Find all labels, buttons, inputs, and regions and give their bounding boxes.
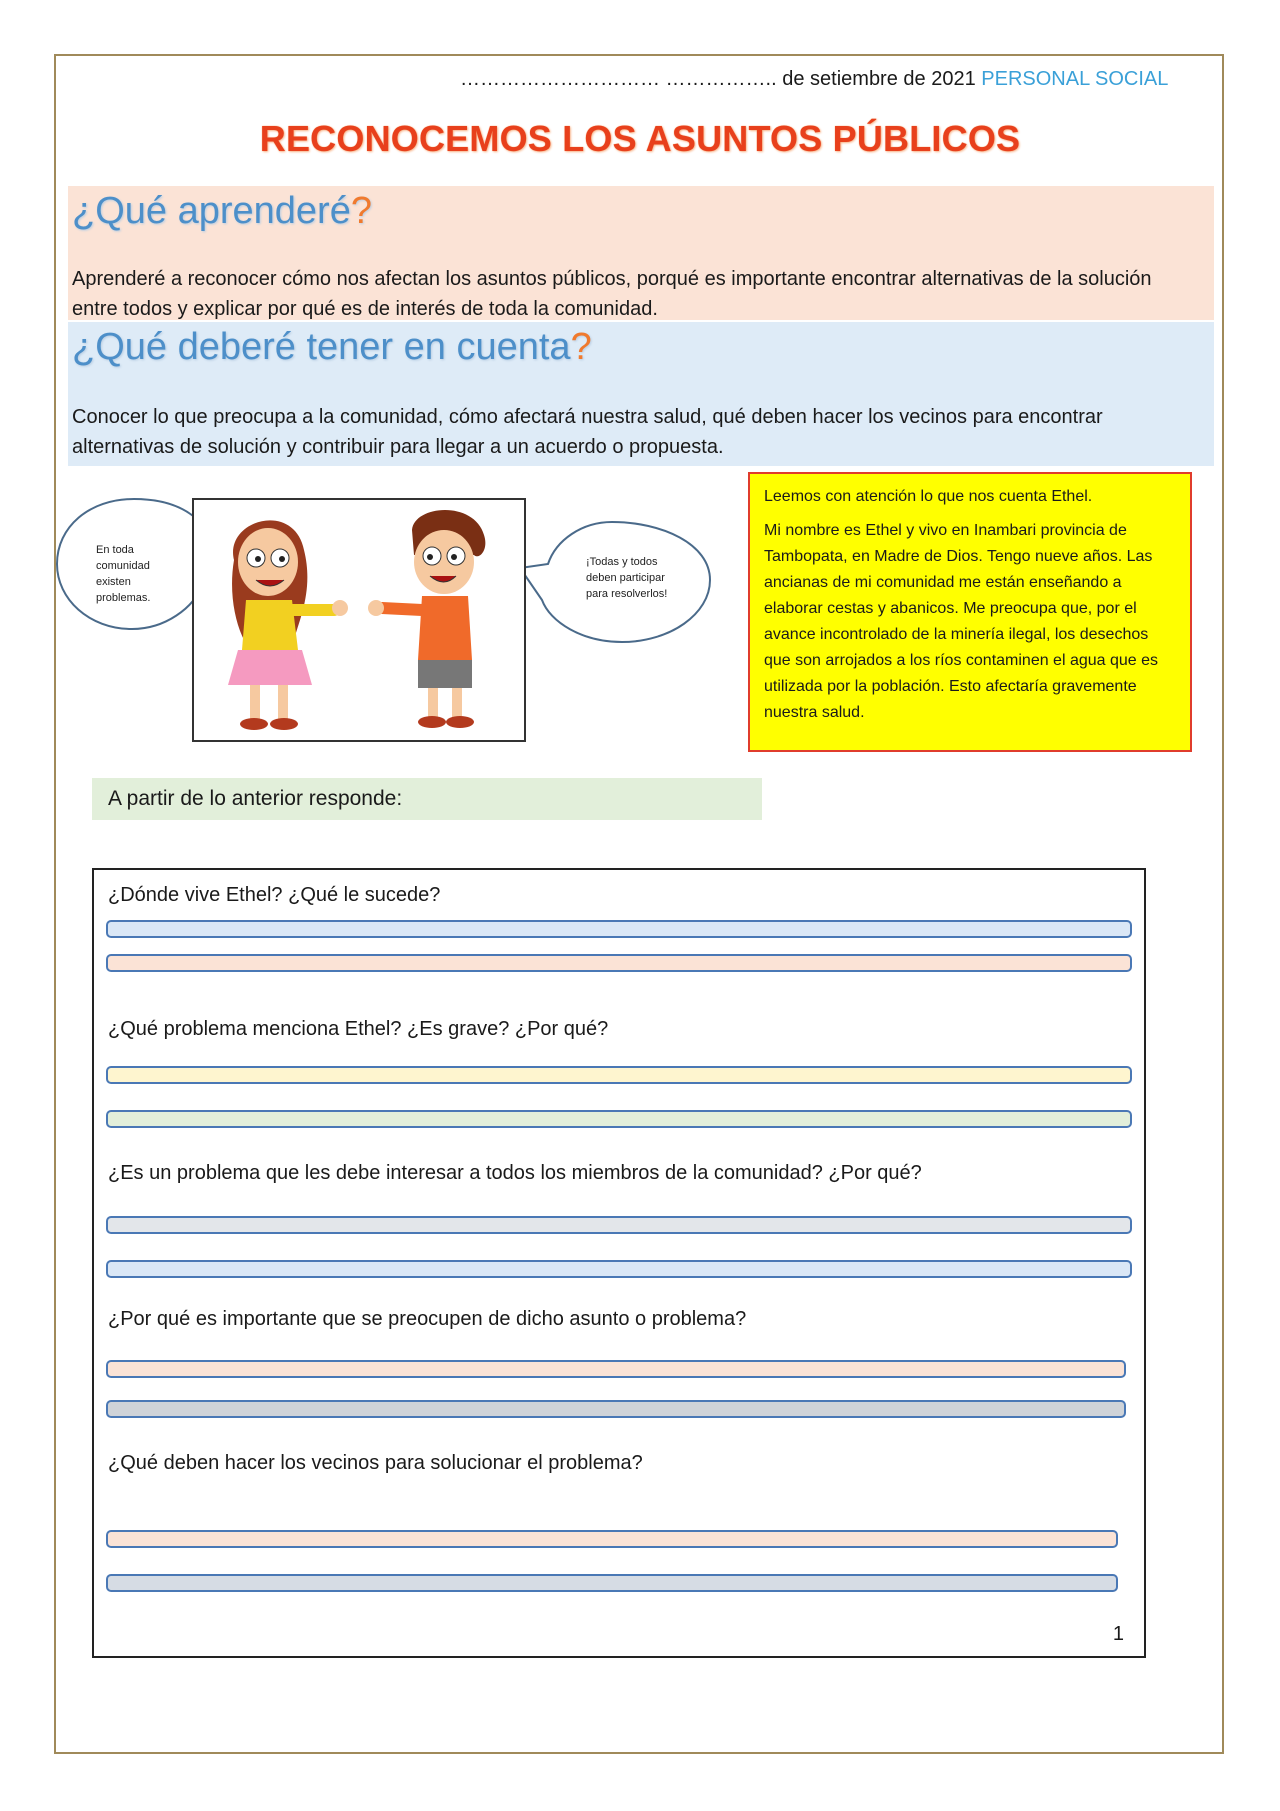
question-5: ¿Qué deben hacer los vecinos para solucionar el problema? [108,1452,643,1474]
question-4: ¿Por qué es importante que se preocupen de dicho asunto o problema? [108,1308,747,1330]
answer-line[interactable] [106,1260,1132,1278]
section-learn-title: ¿Qué aprenderé? [72,190,372,232]
question-1: ¿Dónde vive Ethel? ¿Qué le sucede? [108,884,441,906]
question-2: ¿Qué problema menciona Ethel? ¿Es grave? ¿Por qué? [108,1018,609,1040]
story-body: Mi nombre es Ethel y vivo en Inambari provincia de Tambopata, en Madre de Dios. Tengo nueve años. Las ancianas de mi comunidad me están enseñando a elaborar cestas y abanicos. Me preocupa que, por el avance incontrolado de la minería ilegal, los desechos que son arrojados a los ríos contaminen el agua que es utilizada por la población. Esto afectaría gravemente nuestra salud. [764,522,1159,721]
section-what-to-consider [68,322,1214,466]
answer-line[interactable] [106,1360,1126,1378]
answer-line[interactable] [106,1574,1118,1592]
answer-line[interactable] [106,920,1132,938]
page-number: 1 [1112,1623,1124,1645]
question-mark-icon: ? [350,190,372,232]
ethel-story-box [748,472,1192,752]
answer-line[interactable] [106,1530,1118,1548]
children-illustration [192,498,526,742]
answer-line[interactable] [106,1216,1132,1234]
section-learn-text: Aprenderé a reconocer cómo nos afectan los asuntos públicos, porqué es importante encontrar alternativas de la solución entre todos y explicar por qué es de interés de toda la comunidad. [72,268,1152,320]
bubble-right-text: ¡Todas y todos deben participar para resolverlos! [586,556,668,600]
date-text: de setiembre de 2021 [776,68,982,90]
date-blank: ………………………… …………….. [460,68,777,90]
answer-line[interactable] [106,1066,1132,1084]
answer-line[interactable] [106,1110,1132,1128]
page-title: RECONOCEMOS LOS ASUNTOS PÚBLICOS [259,118,1021,159]
cartoon-children-icon [194,500,524,740]
section-consider-title: ¿Qué deberé tener en cuenta? [72,326,592,368]
questions-box [92,868,1146,1658]
question-3: ¿Es un problema que les debe interesar a todos los miembros de la comunidad? ¿Por qué? [108,1162,922,1184]
subject-label: PERSONAL SOCIAL [981,68,1169,90]
section-what-will-i-learn [68,186,1214,320]
question-mark-icon: ? [570,326,592,368]
answer-line[interactable] [106,954,1132,972]
header-date-line [460,68,1168,91]
bubble-left-text: En toda comunidad existen problemas. [96,544,151,604]
respond-instruction: A partir de lo anterior responde: [92,778,762,820]
story-intro: Leemos con atención lo que nos cuenta Ethel. [764,488,1093,505]
answer-line[interactable] [106,1400,1126,1418]
section-consider-text: Conocer lo que preocupa a la comunidad, cómo afectará nuestra salud, qué deben hacer los vecinos para encontrar alternativas de solución y contribuir para llegar a un acuerdo o propuesta. [72,406,1103,458]
